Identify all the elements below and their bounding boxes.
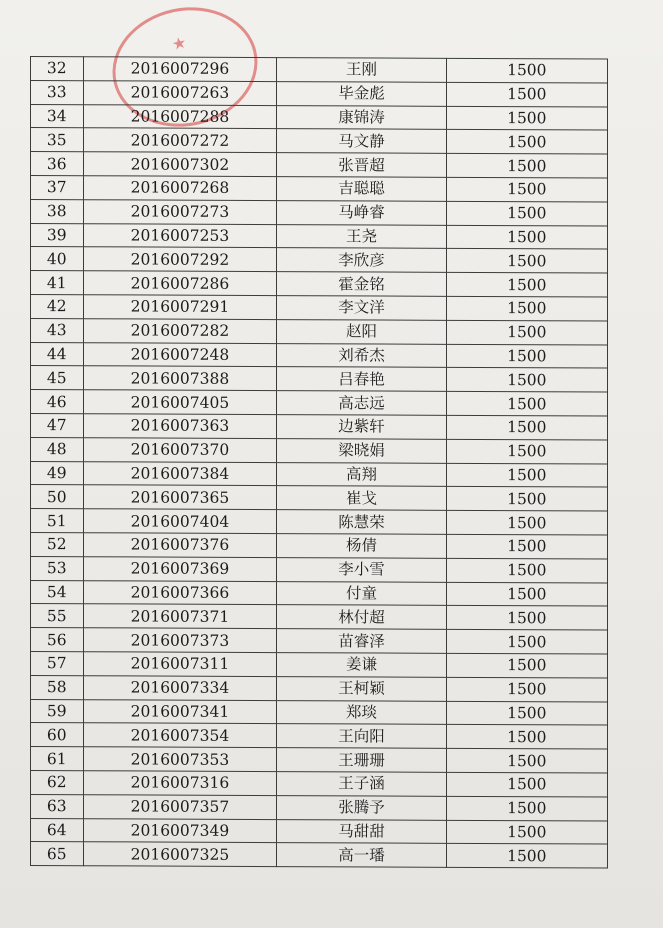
amount-cell: 1500	[446, 487, 607, 512]
row-number-cell: 54	[31, 580, 84, 604]
table-row	[31, 390, 608, 416]
amount-cell: 1500	[446, 606, 607, 631]
table-row	[31, 842, 608, 868]
row-number-cell: 41	[31, 271, 84, 295]
row-number-cell: 47	[31, 413, 84, 437]
student-name-cell: 马甜甜	[277, 819, 446, 844]
table-row	[31, 223, 608, 249]
student-id-cell: 2016007296	[83, 57, 277, 82]
table-row	[31, 57, 608, 83]
student-id-cell: 2016007253	[83, 223, 277, 248]
table-row	[31, 128, 608, 154]
amount-cell: 1500	[446, 820, 607, 845]
table-row	[31, 199, 608, 225]
roster-table-body	[31, 57, 608, 869]
student-name-cell: 苗睿泽	[277, 629, 446, 654]
student-name-cell: 王尧	[277, 224, 446, 249]
student-id-cell: 2016007384	[83, 461, 277, 486]
amount-cell: 1500	[446, 439, 607, 464]
student-id-cell: 2016007371	[83, 604, 277, 629]
table-row	[31, 366, 608, 392]
table-row	[31, 509, 608, 535]
amount-cell: 1500	[446, 249, 607, 274]
table-row	[31, 747, 608, 773]
student-name-cell: 李文洋	[277, 296, 446, 321]
row-number-cell: 32	[31, 57, 84, 81]
table-row	[31, 580, 608, 606]
table-row	[31, 723, 608, 749]
student-name-cell: 赵阳	[277, 319, 446, 344]
amount-cell: 1500	[446, 629, 607, 654]
amount-cell: 1500	[446, 653, 607, 678]
amount-cell: 1500	[446, 130, 607, 155]
amount-cell: 1500	[446, 772, 607, 797]
row-number-cell: 60	[31, 723, 84, 747]
row-number-cell: 49	[31, 461, 84, 485]
amount-cell: 1500	[446, 201, 607, 226]
student-name-cell: 陈慧荣	[277, 510, 446, 535]
student-name-cell: 毕金彪	[277, 81, 446, 106]
amount-cell: 1500	[446, 677, 607, 702]
table-row	[31, 175, 608, 201]
amount-cell: 1500	[446, 701, 607, 726]
table-row	[31, 437, 608, 463]
student-name-cell: 李欣彦	[277, 248, 446, 273]
student-id-cell: 2016007376	[83, 533, 277, 558]
row-number-cell: 44	[31, 342, 84, 366]
table-row	[31, 651, 608, 677]
row-number-cell: 50	[31, 485, 84, 509]
student-name-cell: 刘希杰	[277, 343, 446, 368]
student-id-cell: 2016007268	[83, 176, 277, 201]
amount-cell: 1500	[446, 106, 607, 131]
amount-cell: 1500	[446, 58, 607, 83]
student-id-cell: 2016007366	[83, 580, 277, 605]
row-number-cell: 43	[31, 318, 84, 342]
student-id-cell: 2016007373	[83, 628, 277, 653]
student-id-cell: 2016007272	[83, 128, 277, 153]
table-row	[31, 604, 608, 630]
amount-cell: 1500	[446, 177, 607, 202]
amount-cell: 1500	[446, 534, 607, 559]
table-row	[31, 294, 608, 320]
student-id-cell: 2016007311	[83, 652, 277, 677]
student-id-cell: 2016007248	[83, 342, 277, 367]
student-id-cell: 2016007365	[83, 485, 277, 510]
student-id-cell: 2016007302	[83, 152, 277, 177]
student-id-cell: 2016007353	[83, 747, 277, 772]
row-number-cell: 63	[31, 794, 84, 818]
amount-cell: 1500	[446, 296, 607, 321]
student-id-cell: 2016007282	[83, 318, 277, 343]
student-id-cell: 2016007334	[83, 675, 277, 700]
student-name-cell: 王刚	[277, 58, 446, 83]
student-name-cell: 姜谦	[277, 652, 446, 677]
student-id-cell: 2016007263	[83, 81, 277, 106]
student-id-cell: 2016007370	[83, 437, 277, 462]
amount-cell: 1500	[446, 225, 607, 250]
student-id-cell: 2016007363	[83, 414, 277, 439]
row-number-cell: 61	[31, 747, 84, 771]
student-name-cell: 梁晓娟	[277, 438, 446, 463]
student-name-cell: 马峥睿	[277, 200, 446, 225]
amount-cell: 1500	[446, 391, 607, 416]
amount-cell: 1500	[446, 796, 607, 821]
row-number-cell: 42	[31, 294, 84, 318]
table-row	[31, 80, 608, 106]
row-number-cell: 39	[31, 223, 84, 247]
row-number-cell: 35	[31, 128, 84, 152]
row-number-cell: 55	[31, 604, 84, 628]
student-id-cell: 2016007291	[83, 295, 277, 320]
table-row	[31, 271, 608, 297]
student-name-cell: 高翔	[277, 462, 446, 487]
row-number-cell: 38	[31, 199, 84, 223]
student-name-cell: 高一璠	[277, 843, 446, 868]
student-id-cell: 2016007405	[83, 390, 277, 415]
student-id-cell: 2016007286	[83, 271, 277, 296]
amount-cell: 1500	[446, 415, 607, 440]
amount-cell: 1500	[446, 368, 607, 393]
amount-cell: 1500	[446, 748, 607, 773]
table-row	[31, 794, 608, 820]
student-id-cell: 2016007288	[83, 104, 277, 129]
student-id-cell: 2016007357	[83, 794, 277, 819]
student-name-cell: 崔戈	[277, 486, 446, 511]
seal-star-icon: ★	[170, 32, 189, 54]
student-name-cell: 张晋超	[277, 153, 446, 178]
student-id-cell: 2016007349	[83, 818, 277, 843]
student-name-cell: 李小雪	[277, 557, 446, 582]
table-row	[31, 628, 608, 654]
student-id-cell: 2016007369	[83, 556, 277, 581]
student-id-cell: 2016007316	[83, 771, 277, 796]
row-number-cell: 34	[31, 104, 84, 128]
row-number-cell: 57	[31, 651, 84, 675]
table-row	[31, 104, 608, 130]
student-name-cell: 王柯颖	[277, 676, 446, 701]
row-number-cell: 64	[31, 818, 84, 842]
row-number-cell: 40	[31, 247, 84, 271]
table-row	[31, 318, 608, 344]
amount-cell: 1500	[446, 344, 607, 369]
table-row	[31, 556, 608, 582]
student-name-cell: 杨倩	[277, 534, 446, 559]
row-number-cell: 53	[31, 556, 84, 580]
table-row	[31, 818, 608, 844]
amount-cell: 1500	[446, 82, 607, 107]
amount-cell: 1500	[446, 272, 607, 297]
table-row	[31, 461, 608, 487]
student-name-cell: 吕春艳	[277, 367, 446, 392]
table-row	[31, 342, 608, 368]
row-number-cell: 51	[31, 509, 84, 533]
row-number-cell: 45	[31, 366, 84, 390]
amount-cell: 1500	[446, 320, 607, 345]
row-number-cell: 46	[31, 390, 84, 414]
table-row	[31, 699, 608, 725]
table-row	[31, 485, 608, 511]
student-name-cell: 张腾予	[277, 795, 446, 820]
row-number-cell: 62	[31, 770, 84, 794]
student-name-cell: 康锦涛	[277, 105, 446, 130]
student-name-cell: 霍金铭	[277, 272, 446, 297]
row-number-cell: 56	[31, 628, 84, 652]
student-name-cell: 王子涵	[277, 771, 446, 796]
amount-cell: 1500	[446, 725, 607, 750]
amount-cell: 1500	[446, 510, 607, 535]
table-row	[31, 532, 608, 558]
roster-table	[30, 56, 608, 869]
table-row	[31, 413, 608, 439]
amount-cell: 1500	[446, 154, 607, 179]
student-name-cell: 林付超	[277, 605, 446, 630]
student-id-cell: 2016007404	[83, 509, 277, 534]
row-number-cell: 48	[31, 437, 84, 461]
table-row	[31, 247, 608, 273]
student-id-cell: 2016007341	[83, 699, 277, 724]
student-id-cell: 2016007325	[83, 842, 277, 867]
row-number-cell: 33	[31, 80, 84, 104]
student-id-cell: 2016007354	[83, 723, 277, 748]
row-number-cell: 37	[31, 175, 84, 199]
student-name-cell: 吉聪聪	[277, 177, 446, 202]
student-name-cell: 王向阳	[277, 724, 446, 749]
student-id-cell: 2016007273	[83, 200, 277, 225]
student-name-cell: 马文静	[277, 129, 446, 154]
amount-cell: 1500	[446, 582, 607, 607]
student-name-cell: 王珊珊	[277, 748, 446, 773]
table-row	[31, 675, 608, 701]
row-number-cell: 52	[31, 532, 84, 556]
amount-cell: 1500	[446, 463, 607, 488]
table-row	[31, 770, 608, 796]
row-number-cell: 36	[31, 152, 84, 176]
student-id-cell: 2016007292	[83, 247, 277, 272]
row-number-cell: 65	[31, 842, 84, 866]
student-id-cell: 2016007388	[83, 366, 277, 391]
student-name-cell: 边紫轩	[277, 415, 446, 440]
amount-cell: 1500	[446, 844, 607, 869]
student-name-cell: 郑琰	[277, 700, 446, 725]
row-number-cell: 59	[31, 699, 84, 723]
row-number-cell: 58	[31, 675, 84, 699]
amount-cell: 1500	[446, 558, 607, 583]
table-row	[31, 152, 608, 178]
student-name-cell: 付童	[277, 581, 446, 606]
student-name-cell: 高志远	[277, 391, 446, 416]
